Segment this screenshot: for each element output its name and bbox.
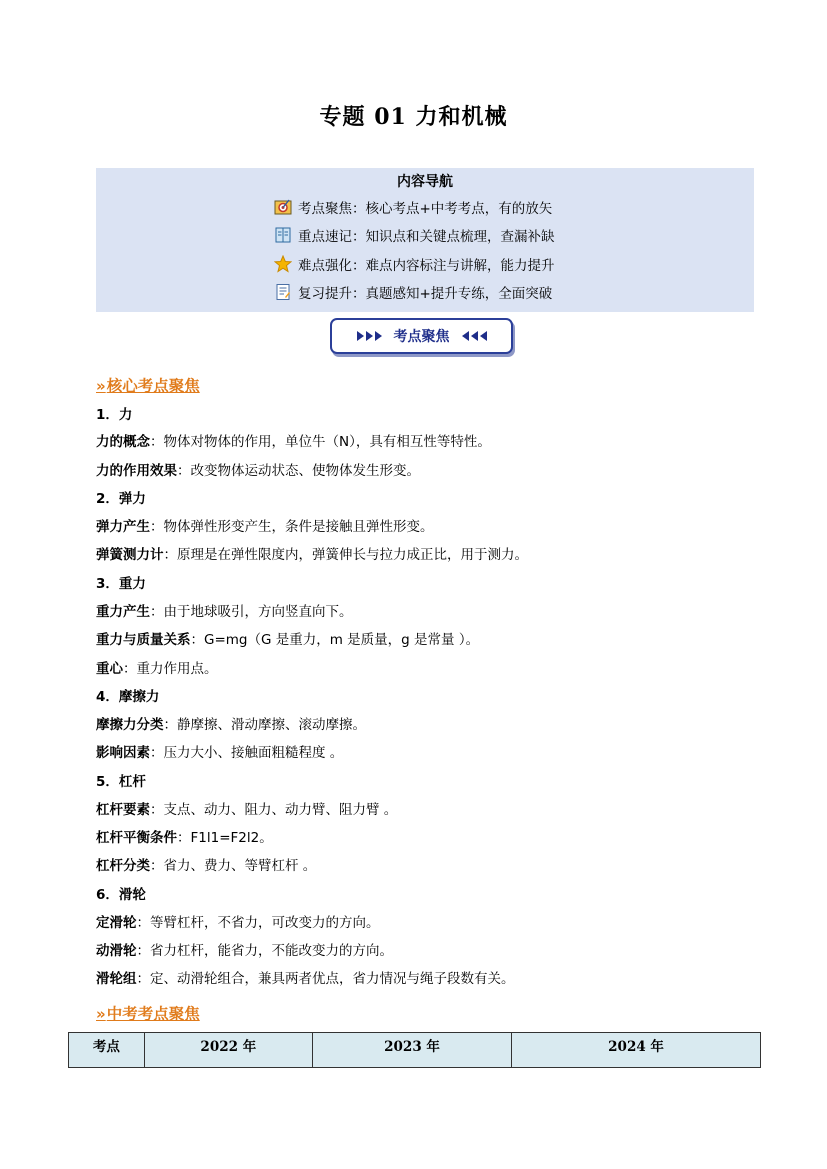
double-chevron-icon: » [96, 1005, 106, 1023]
definition-line: 动滑轮：省力杠杆，能省力，不能改变力的方向。 [96, 943, 393, 959]
nav-item-text: 难点强化：难点内容标注与讲解，能力提升 [298, 258, 555, 274]
definition-line: 杠杆分类：省力、费力、等臂杠杆 。 [96, 858, 317, 874]
definition-line: 重力产生：由于地球吸引，方向竖直向下。 [96, 604, 353, 620]
definition-line: 弹力产生：物体弹性形变产生，条件是接触且弹性形变。 [96, 519, 434, 535]
page-title: 专题 01 力和机械 [319, 104, 508, 130]
nav-item-text: 复习提升：真题感知+提升专练，全面突破 [298, 286, 553, 302]
definition-line: 弹簧测力计：原理是在弹性限度内，弹簧伸长与拉力成正比，用于测力。 [96, 547, 528, 563]
section-title: 1．力 [96, 407, 133, 423]
section-title: 6．滑轮 [96, 887, 146, 903]
definition-line: 杠杆平衡条件：F1l1=F2l2。 [96, 830, 273, 846]
core-heading: »核心考点聚焦 [96, 377, 200, 395]
definition-line: 影响因素：压力大小、接触面粗糙程度 。 [96, 745, 344, 761]
star-icon [274, 255, 292, 273]
nav-item-text: 重点速记：知识点和关键点梳理，查漏补缺 [298, 229, 555, 245]
section-title: 2．弹力 [96, 491, 146, 507]
section-title: 4．摩擦力 [96, 689, 160, 705]
table-header-cell: 2022 年 [144, 1033, 312, 1068]
definition-line: 重心：重力作用点。 [96, 661, 218, 677]
exam-points-table [68, 1032, 761, 1068]
banner-label: 考点聚焦 [393, 329, 450, 345]
target-icon [274, 198, 292, 216]
book-icon [274, 226, 292, 244]
nav-title: 内容导航 [397, 174, 453, 190]
nav-item-review [274, 281, 552, 303]
definition-line: 定滑轮：等臂杠杆，不省力，可改变力的方向。 [96, 915, 380, 931]
definition-line: 力的概念：物体对物体的作用，单位牛（N），具有相互性等特性。 [96, 434, 491, 450]
arrow-left-icon [460, 331, 487, 341]
section-title: 5．杠杆 [96, 774, 146, 790]
definition-line: 摩擦力分类：静摩擦、滑动摩擦、滚动摩擦。 [96, 717, 366, 733]
table-header-cell: 2023 年 [312, 1033, 511, 1068]
nav-item-focus [274, 196, 552, 218]
focus-banner [330, 318, 513, 354]
arrow-right-icon [357, 331, 384, 341]
definition-line: 杠杆要素：支点、动力、阻力、动力臂、阻力臂 。 [96, 802, 398, 818]
table-header-cell: 考点 [69, 1033, 145, 1068]
nav-item-text: 考点聚焦：核心考点+中考考点，有的放矢 [298, 201, 553, 217]
double-chevron-icon: » [96, 377, 106, 395]
table-header-row [69, 1033, 761, 1068]
definition-line: 力的作用效果：改变物体运动状态、使物体发生形变。 [96, 463, 420, 479]
exam-heading: »中考考点聚焦 [96, 1005, 200, 1023]
nav-item-difficulty [274, 253, 555, 275]
table-header-cell: 2024 年 [512, 1033, 761, 1068]
definition-line: 滑轮组：定、动滑轮组合，兼具两者优点，省力情况与绳子段数有关。 [96, 971, 515, 987]
definition-line: 重力与质量关系：G=mg（G 是重力，m 是质量，g 是常量 ）。 [96, 632, 480, 648]
notebook-icon [274, 283, 292, 301]
content-navigation-box [96, 168, 754, 312]
nav-item-memo [274, 224, 555, 246]
section-title: 3．重力 [96, 576, 146, 592]
